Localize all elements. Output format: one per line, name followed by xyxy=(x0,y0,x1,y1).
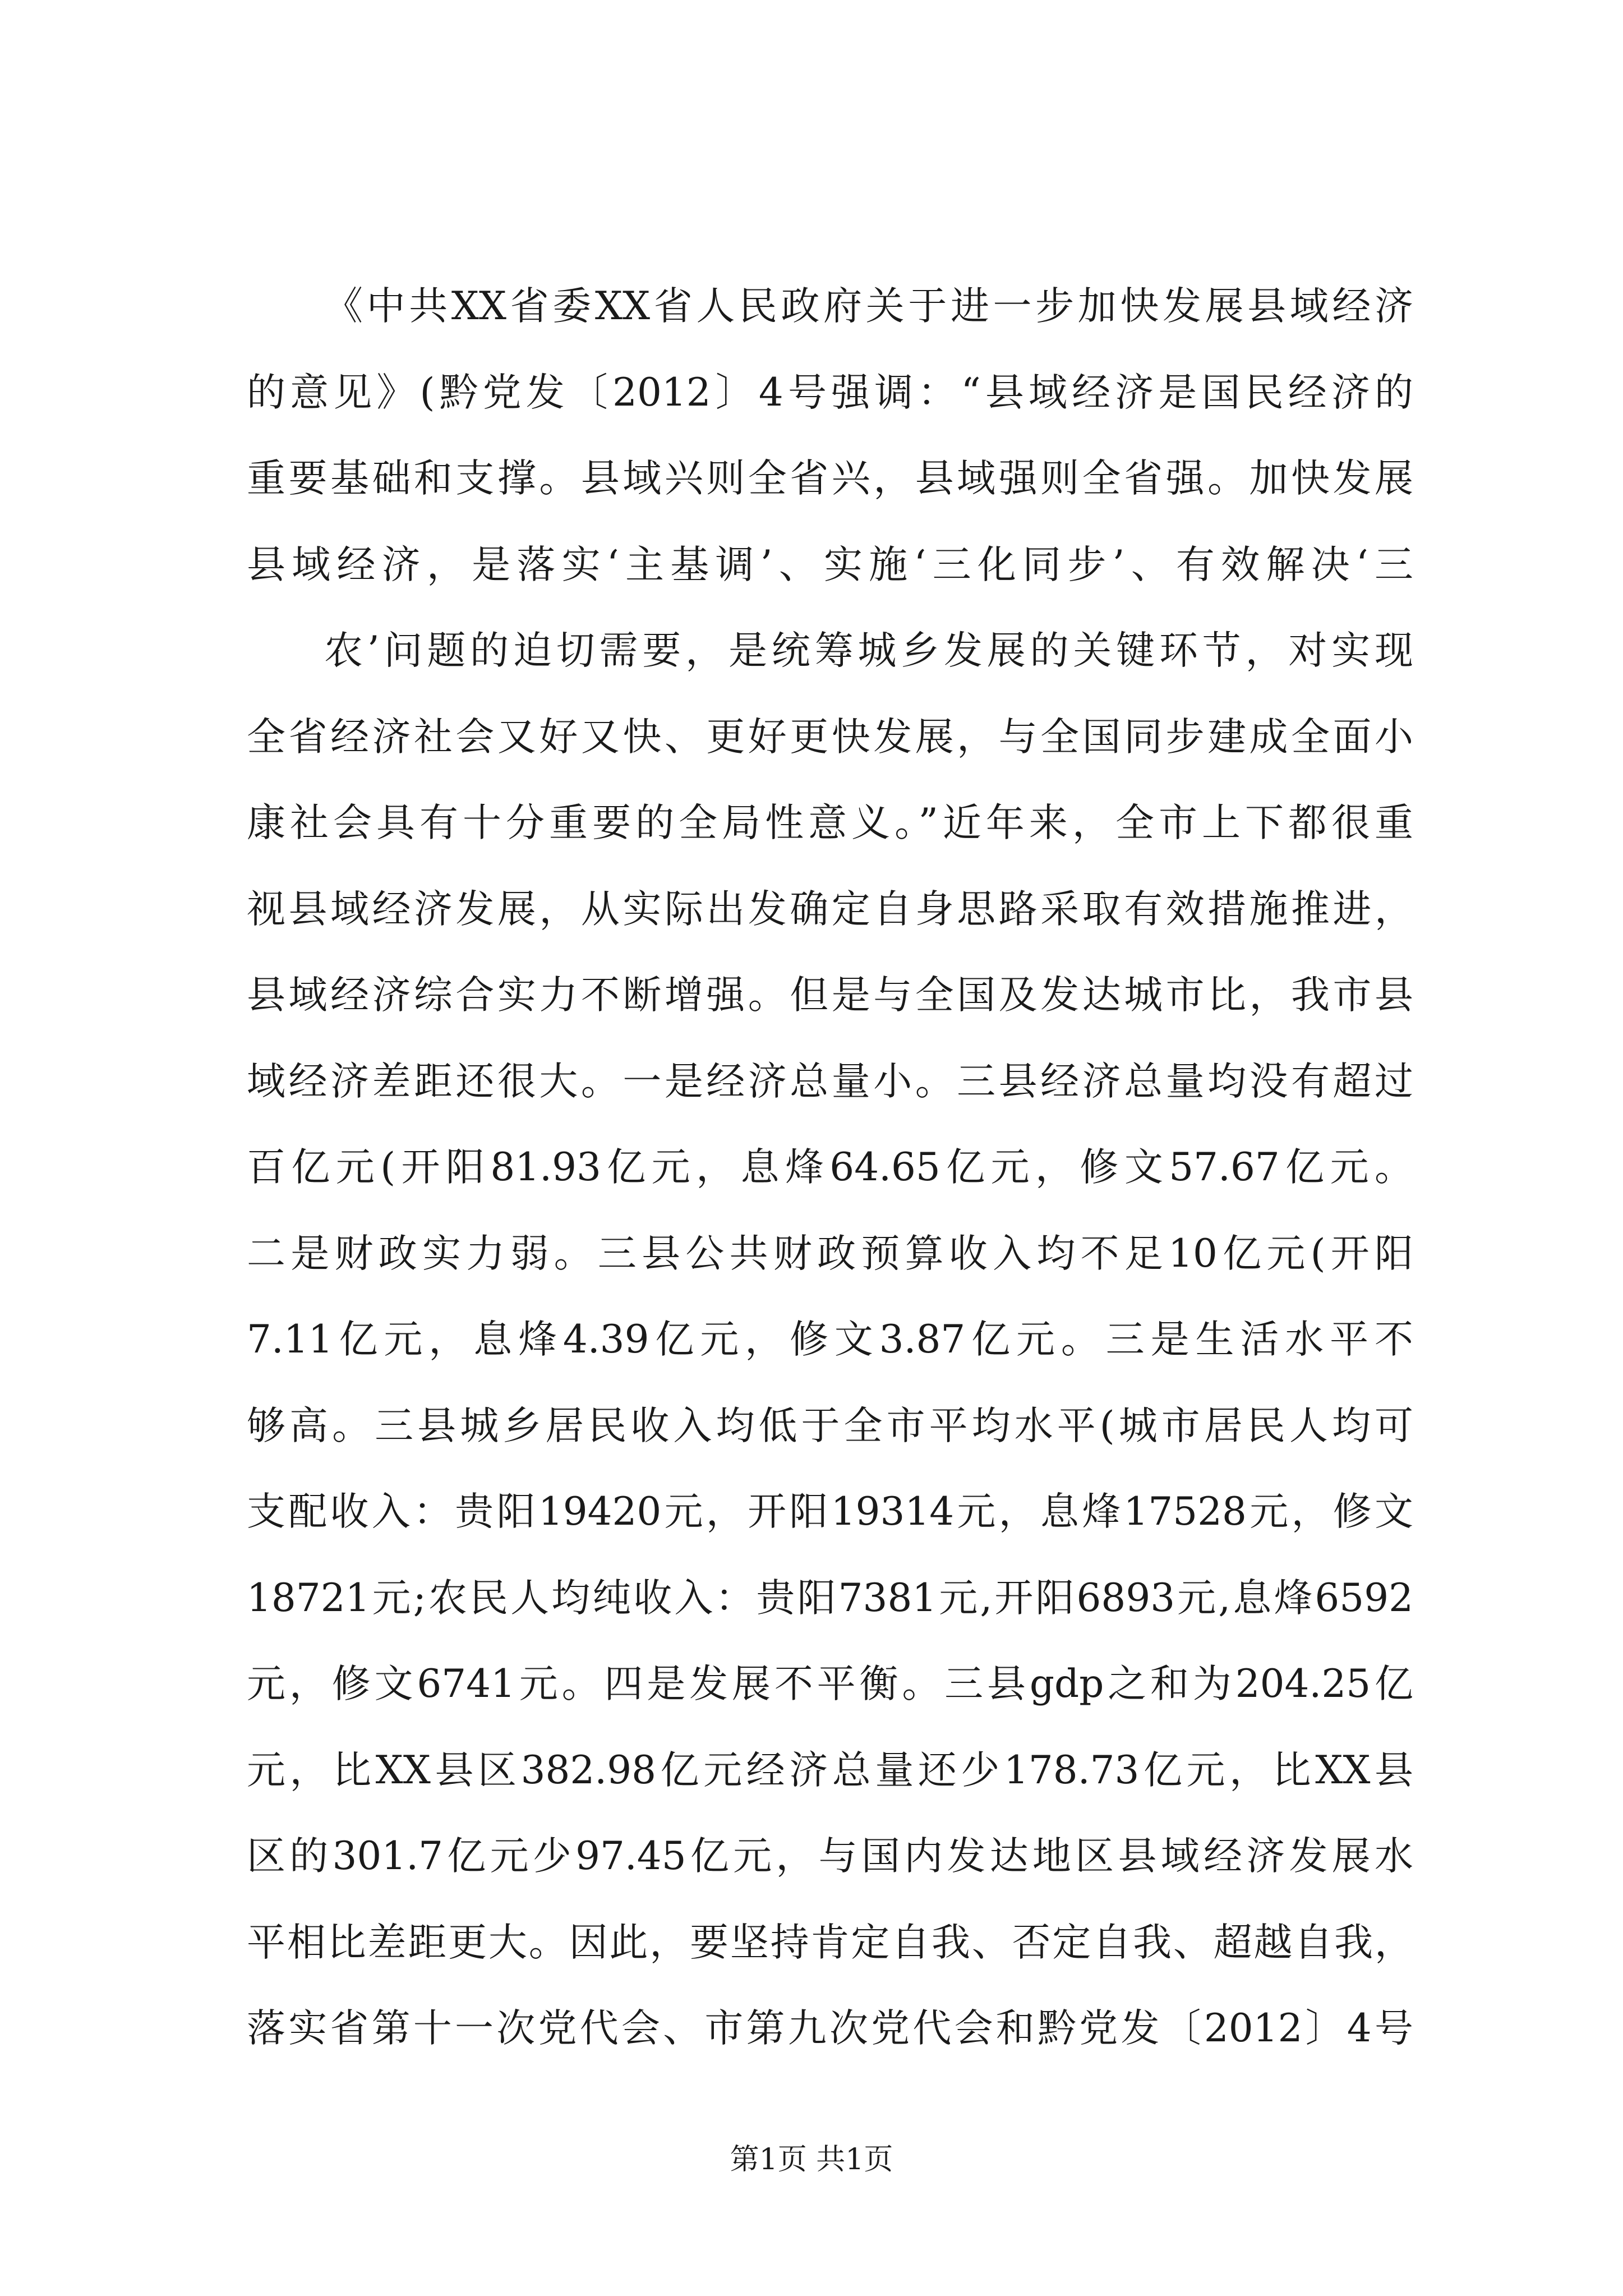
text-line: 的意见》(黔党发〔2012〕4号强调：“县域经济是国民经济的 xyxy=(247,370,1413,415)
body-text xyxy=(247,264,1413,2072)
text-line: 域经济差距还很大。一是经济总量小。三县经济总量均没有超过 xyxy=(247,1059,1413,1104)
text-line: 视县域经济发展，从实际出发确定自身思路采取有效措施推进， xyxy=(247,886,1413,932)
text-line: 元，修文6741元。四是发展不平衡。三县gdp之和为204.25亿 xyxy=(247,1662,1413,1706)
text-line: 支配收入：贵阳19420元，开阳19314元，息烽17528元，修文 xyxy=(247,1489,1413,1534)
text-line: 区的301.7亿元少97.45亿元，与国内发达地区县域经济发展水 xyxy=(247,1834,1413,1879)
text-line: 农’问题的迫切需要，是统筹城乡发展的关键环节，对实现 xyxy=(324,628,1413,673)
text-line: 18721元;农民人均纯收入：贵阳7381元,开阳6893元,息烽6592 xyxy=(247,1575,1413,1621)
text-line: 县域经济，是落实‘主基调’、实施‘三化同步’、有效解决‘三 xyxy=(247,542,1413,587)
text-line: 县域经济综合实力不断增强。但是与全国及发达城市比，我市县 xyxy=(247,973,1413,1018)
text-line: 百亿元(开阳81.93亿元，息烽64.65亿元，修文57.67亿元。 xyxy=(247,1145,1413,1190)
text-line: 二是财政实力弱。三县公共财政预算收入均不足10亿元(开阳 xyxy=(247,1231,1413,1276)
text-line: 《中共XX省委XX省人民政府关于进一步加快发展县域经济 xyxy=(324,284,1413,329)
text-line: 平相比差距更大。因此，要坚持肯定自我、否定自我、超越自我， xyxy=(247,1920,1413,1965)
text-line: 全省经济社会又好又快、更好更快发展，与全国同步建成全面小 xyxy=(247,714,1413,760)
text-line: 元，比XX县区382.98亿元经济总量还少178.73亿元，比XX县 xyxy=(247,1747,1413,1793)
text-line: 够高。三县城乡居民收入均低于全市平均水平(城市居民人均可 xyxy=(247,1403,1413,1448)
text-line: 重要基础和支撑。县域兴则全省兴，县域强则全省强。加快发展 xyxy=(247,456,1413,501)
text-line: 康社会具有十分重要的全局性意义。”近年来，全市上下都很重 xyxy=(247,800,1413,845)
text-line: 7.11亿元，息烽4.39亿元，修文3.87亿元。三是生活水平不 xyxy=(247,1317,1413,1362)
page-footer: 第1页 共1页 xyxy=(730,2143,893,2177)
text-line: 落实省第十一次党代会、市第九次党代会和黔党发〔2012〕4号 xyxy=(247,2006,1413,2051)
